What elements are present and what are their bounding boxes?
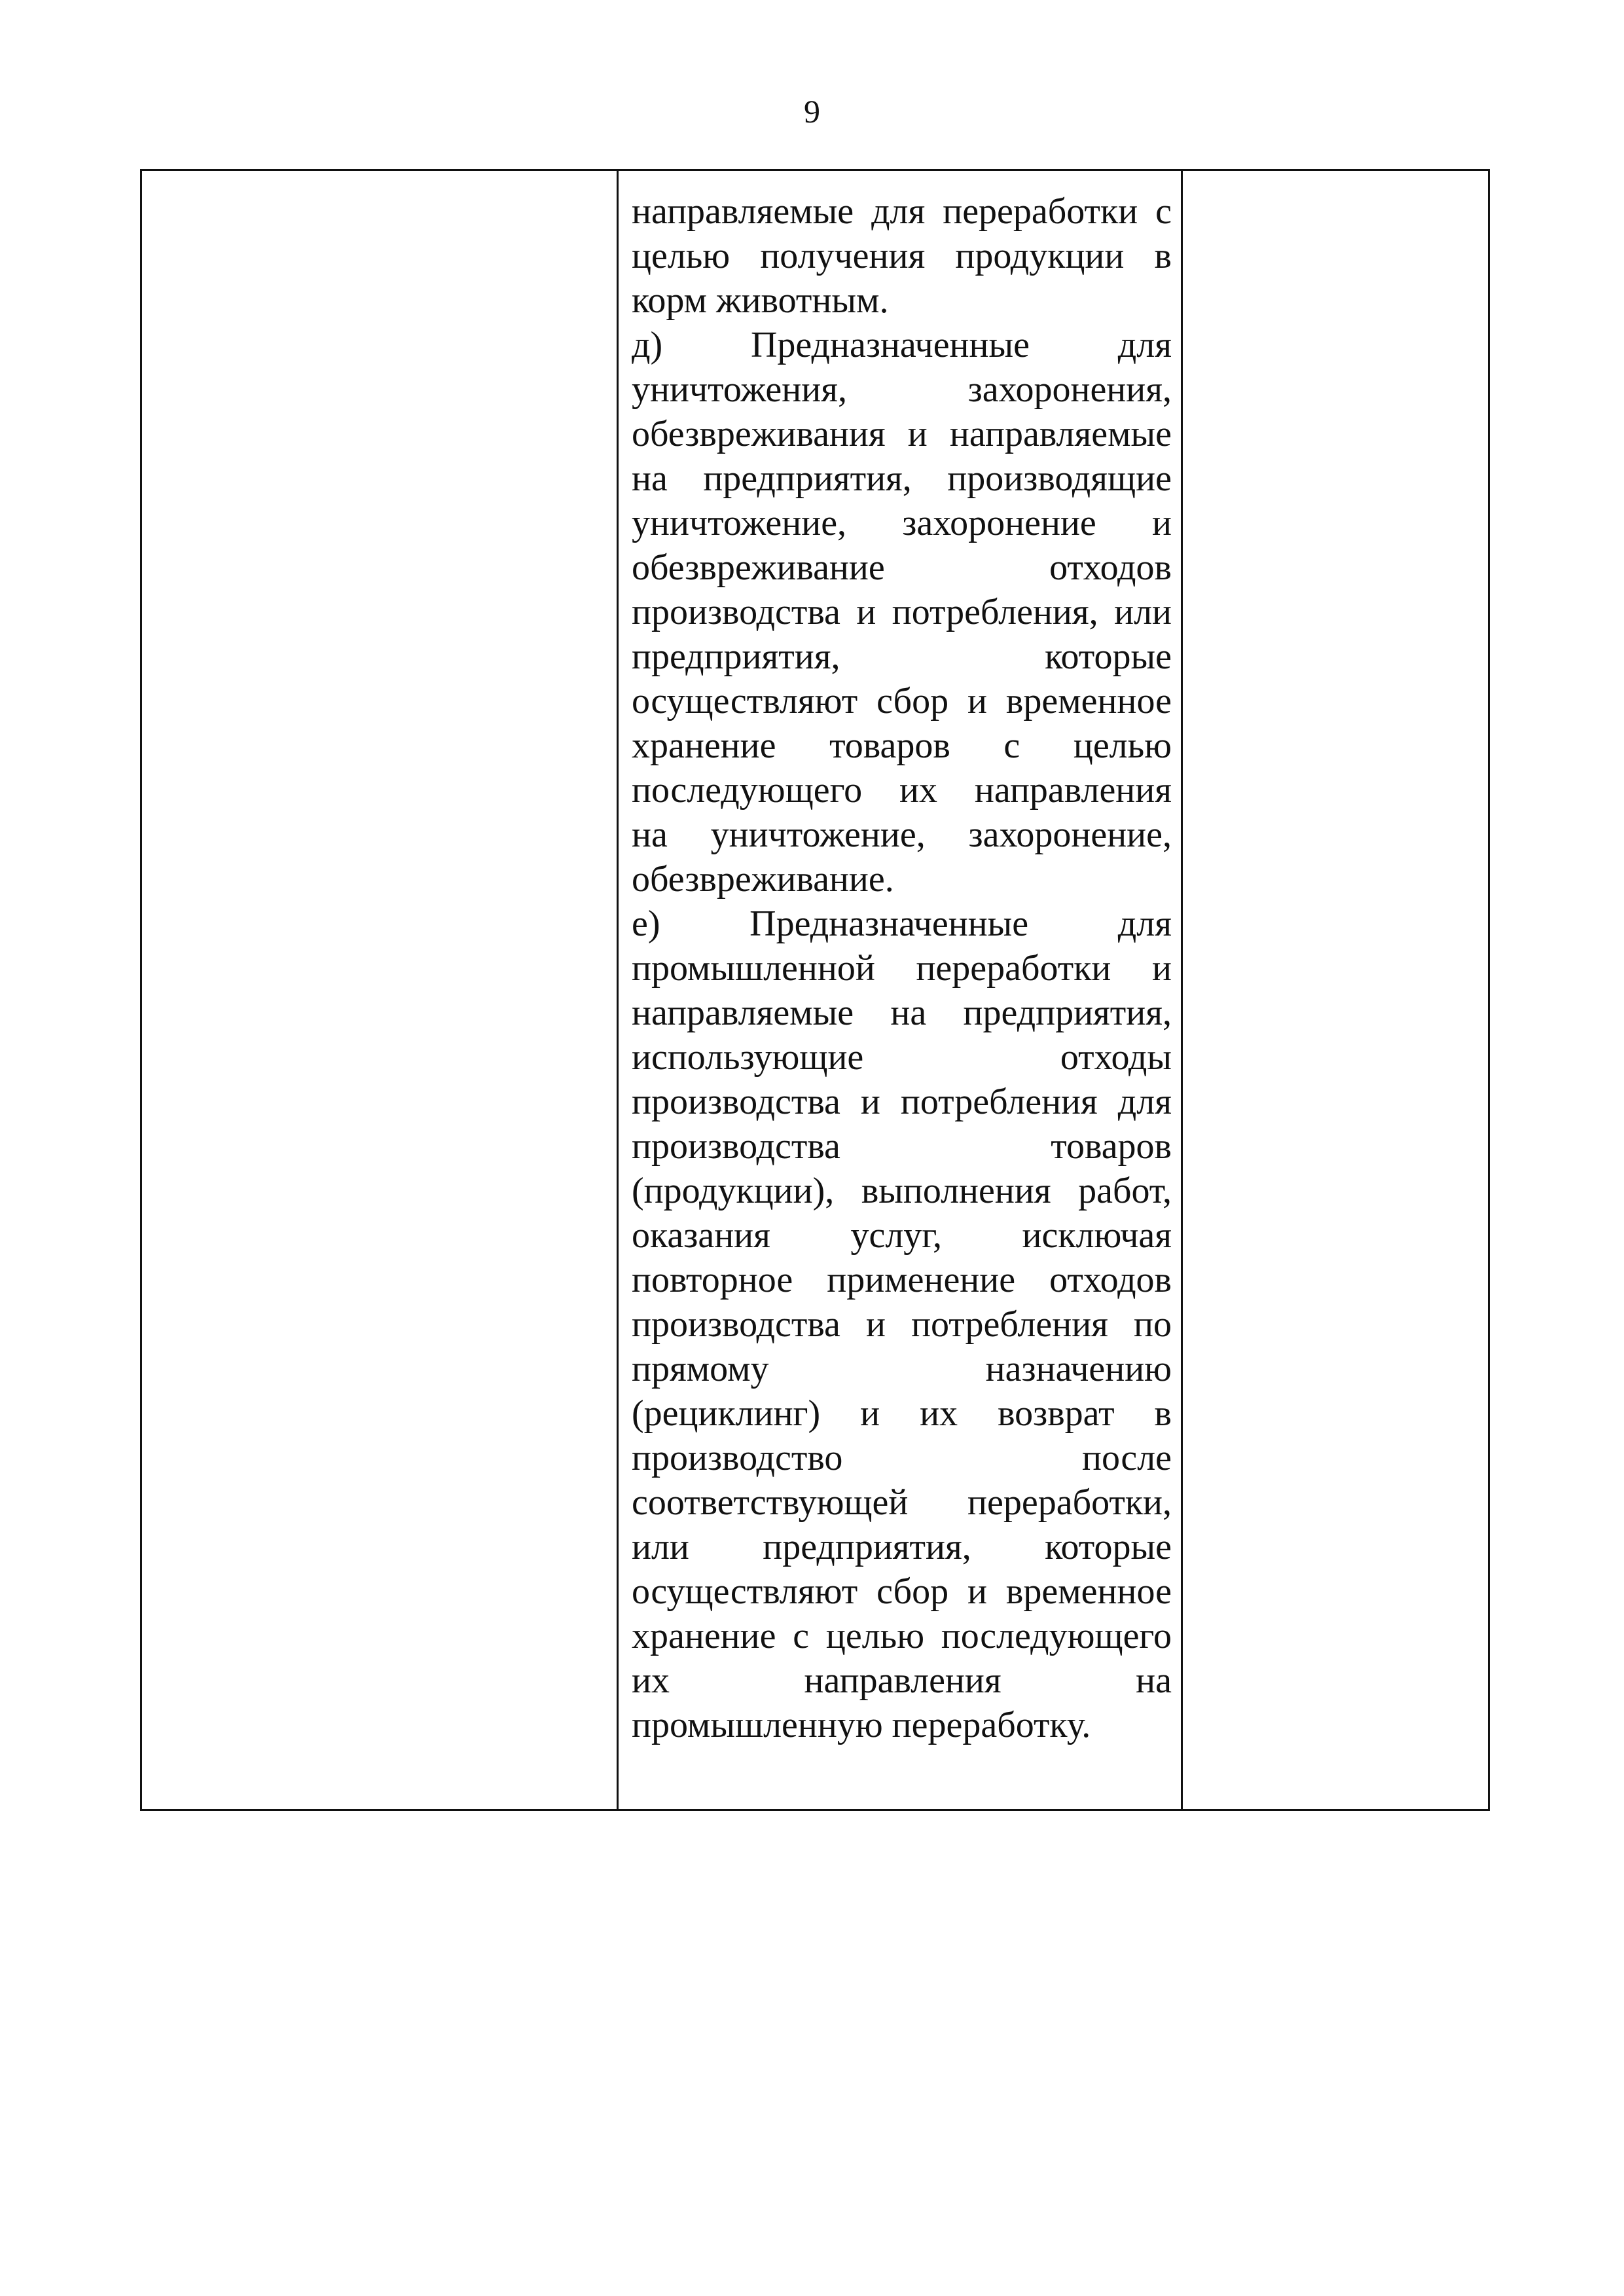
cell-text-line: использующие отходы (632, 1037, 1172, 1078)
cell-text-line: осуществляют сбор и временное (632, 1571, 1172, 1612)
cell-text-line: обезвреживание. (632, 859, 894, 900)
cell-text-line: уничтожение, захоронение и (632, 503, 1172, 543)
cell-text-line: направляемые для переработки с (632, 191, 1172, 232)
table-cell-right-empty (1183, 171, 1488, 1809)
cell-text-line: уничтожения, захоронения, (632, 369, 1172, 410)
cell-text-line: производство после (632, 1438, 1172, 1478)
cell-text-line: (рециклинг) и их возврат в (632, 1393, 1172, 1434)
table-cell-left-empty (142, 171, 619, 1809)
cell-text-line: оказания услуг, исключая (632, 1215, 1172, 1256)
cell-text-line: направляемые на предприятия, (632, 993, 1172, 1033)
cell-text-line: производства товаров (632, 1126, 1172, 1167)
cell-text-line: осуществляют сбор и временное (632, 681, 1172, 721)
cell-text-line: последующего их направления (632, 770, 1172, 811)
cell-text-line: хранение товаров с целью (632, 725, 1172, 766)
cell-text-line: корм животным. (632, 280, 889, 321)
cell-text-line: д) Предназначенные для (632, 325, 1172, 365)
cell-text-line: промышленную переработку. (632, 1705, 1091, 1745)
cell-text-line: соответствующей переработки, (632, 1482, 1172, 1523)
cell-text-line: повторное применение отходов (632, 1260, 1172, 1300)
document-table (140, 169, 1490, 1811)
cell-text-line: производства и потребления для (632, 1082, 1172, 1122)
cell-text-line: прямому назначению (632, 1349, 1172, 1389)
cell-text-line: хранение с целью последующего (632, 1616, 1172, 1656)
cell-text-line: (продукции), выполнения работ, (632, 1171, 1172, 1211)
cell-text-line: на уничтожение, захоронение, (632, 814, 1172, 855)
cell-text-line: промышленной переработки и (632, 948, 1172, 989)
page-number: 9 (804, 93, 820, 130)
cell-text-line: или предприятия, которые (632, 1527, 1172, 1567)
cell-text-line: предприятия, которые (632, 636, 1172, 677)
cell-text-line: обезвреживания и направляемые (632, 414, 1172, 454)
cell-text-line: производства и потребления, или (632, 592, 1172, 632)
cell-text-line: их направления на (632, 1660, 1172, 1701)
cell-text-line: на предприятия, производящие (632, 458, 1172, 499)
cell-text-line: целью получения продукции в (632, 236, 1172, 276)
table-cell-description (619, 171, 1183, 1809)
cell-text-line: е) Предназначенные для (632, 903, 1172, 944)
cell-text-line: обезвреживание отходов (632, 547, 1172, 588)
cell-text-line: производства и потребления по (632, 1304, 1172, 1345)
